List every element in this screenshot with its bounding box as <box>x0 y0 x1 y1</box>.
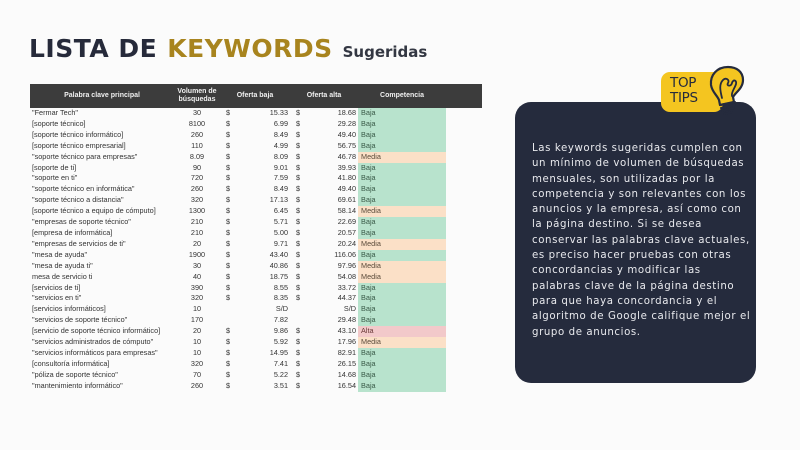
volume-cell: 170 <box>190 315 204 325</box>
spacer-cell <box>446 315 482 326</box>
keyword-cell: "servicios de soporte técnico" <box>32 315 128 325</box>
currency-cell: $ <box>296 151 301 161</box>
currency-cell <box>220 304 240 315</box>
low-bid-cell: 40.86 <box>269 260 289 270</box>
competition-cell: Baja <box>358 315 446 326</box>
spacer-cell <box>446 108 482 119</box>
table-row <box>30 141 482 152</box>
currency-cell: $ <box>226 227 231 237</box>
high-bid-cell: 20.24 <box>337 238 357 248</box>
currency-cell: $ <box>226 347 231 357</box>
table-row <box>30 293 482 304</box>
currency-cell <box>290 304 310 315</box>
volume-cell: 90 <box>192 162 202 172</box>
table-row <box>30 348 482 359</box>
currency-cell: $ <box>296 206 301 216</box>
competition-cell: Baja <box>358 130 446 141</box>
keyword-cell: "soporte técnico para empresas" <box>32 151 138 161</box>
currency-cell: $ <box>296 271 301 281</box>
volume-cell: 10 <box>192 347 202 357</box>
low-bid-cell: 7.41 <box>273 358 289 368</box>
low-bid-cell: 9.86 <box>273 326 289 336</box>
high-bid-cell: 43.10 <box>337 326 357 336</box>
currency-cell: $ <box>226 249 231 259</box>
volume-cell: 260 <box>190 380 204 390</box>
table-row <box>30 239 482 250</box>
currency-cell: $ <box>296 238 301 248</box>
table-row <box>30 108 482 119</box>
low-bid-cell: 7.59 <box>273 173 289 183</box>
volume-cell: 720 <box>190 173 204 183</box>
high-bid-cell: 26.15 <box>337 358 357 368</box>
keyword-cell: "servicios en ti" <box>32 293 82 303</box>
table-row <box>30 163 482 174</box>
competition-cell: Baja <box>358 370 446 381</box>
currency-cell: $ <box>296 369 301 379</box>
table-row <box>30 119 482 130</box>
table-row <box>30 217 482 228</box>
keyword-cell: [servicios informáticos] <box>32 304 106 314</box>
table-row <box>30 184 482 195</box>
volume-cell: 8100 <box>188 118 206 128</box>
keyword-cell: [consultoría informática] <box>32 358 110 368</box>
competition-cell: Baja <box>358 141 446 152</box>
keyword-cell: "mantenimiento informático" <box>32 380 123 390</box>
competition-cell: Baja <box>358 381 446 392</box>
spacer-cell <box>446 293 482 304</box>
spacer-cell <box>446 304 482 315</box>
low-bid-cell: 15.33 <box>269 108 289 117</box>
spacer-cell <box>446 272 482 283</box>
table-row <box>30 152 482 163</box>
keyword-cell: "póliza de soporte técnico" <box>32 369 118 379</box>
currency-cell: $ <box>296 217 301 227</box>
volume-cell: 210 <box>190 217 204 227</box>
low-bid-cell: 5.71 <box>273 217 289 227</box>
table-row <box>30 130 482 141</box>
spacer-cell <box>446 228 482 239</box>
table-row <box>30 315 482 326</box>
keyword-cell: "mesa de ayuda" <box>32 249 88 259</box>
spacer-cell <box>446 206 482 217</box>
table-row <box>30 283 482 294</box>
keyword-cell: [soporte técnico] <box>32 118 86 128</box>
low-bid-cell: 9.01 <box>273 162 289 172</box>
currency-cell: $ <box>296 118 301 128</box>
keyword-cell: "servicios administrados de cómputo" <box>32 337 154 347</box>
high-bid-cell: 20.57 <box>337 227 357 237</box>
keyword-cell: [soporte de ti] <box>32 162 77 172</box>
currency-cell: $ <box>296 282 301 292</box>
high-bid-cell: 33.72 <box>337 282 357 292</box>
volume-cell: 1900 <box>188 249 206 259</box>
currency-cell: $ <box>296 358 301 368</box>
high-bid-cell: 17.96 <box>337 337 357 347</box>
spacer-cell <box>446 119 482 130</box>
volume-cell: 10 <box>192 304 202 314</box>
high-bid-cell: 82.91 <box>337 347 357 357</box>
high-bid-cell: 54.08 <box>337 271 357 281</box>
table-row <box>30 272 482 283</box>
spacer-cell <box>446 250 482 261</box>
currency-cell: $ <box>296 140 301 150</box>
competition-cell: Baja <box>358 184 446 195</box>
currency-cell: $ <box>226 217 231 227</box>
table-row <box>30 173 482 184</box>
keyword-cell: [empresa de informática] <box>32 227 113 237</box>
high-bid-cell: 46.78 <box>337 151 357 161</box>
currency-cell: $ <box>296 108 301 117</box>
header-volume-line1: Volumen de <box>177 88 217 95</box>
currency-cell: $ <box>226 108 231 117</box>
page-title <box>29 34 427 66</box>
header-keyword: Palabra clave principal <box>30 84 174 108</box>
currency-cell: $ <box>226 195 231 205</box>
competition-cell: Baja <box>358 108 446 119</box>
low-bid-cell: 8.49 <box>273 184 289 194</box>
low-bid-cell: 14.95 <box>269 347 289 357</box>
competition-cell: Baja <box>358 173 446 184</box>
competition-cell: Baja <box>358 217 446 228</box>
currency-cell: $ <box>226 151 231 161</box>
currency-cell: $ <box>226 129 231 139</box>
keyword-cell: "soporte técnico en informática" <box>32 184 135 194</box>
competition-cell: Baja <box>358 250 446 261</box>
currency-cell: $ <box>296 195 301 205</box>
volume-cell: 40 <box>192 271 202 281</box>
spacer-cell <box>446 195 482 206</box>
keyword-cell: [soporte técnico empresarial] <box>32 140 126 150</box>
currency-cell: $ <box>226 380 231 390</box>
title-part-keywords: KEYWORDS <box>167 34 333 63</box>
high-bid-cell: 14.68 <box>337 369 357 379</box>
spacer-cell <box>446 163 482 174</box>
high-bid-cell: 69.61 <box>337 195 357 205</box>
currency-cell: $ <box>226 260 231 270</box>
low-bid-cell: 6.99 <box>273 118 289 128</box>
currency-cell: $ <box>226 206 231 216</box>
volume-cell: 20 <box>192 326 202 336</box>
table-row <box>30 326 482 337</box>
competition-cell: Media <box>358 206 446 217</box>
volume-cell: 20 <box>192 238 202 248</box>
high-bid-cell: 29.48 <box>337 315 357 325</box>
volume-cell: 1300 <box>188 206 206 216</box>
keyword-cell: [soporte técnico a equipo de cómputo] <box>32 206 156 216</box>
competition-cell: Alta <box>358 326 446 337</box>
header-competition: Competencia <box>358 84 446 108</box>
high-bid-cell: 49.40 <box>337 184 357 194</box>
table-row <box>30 228 482 239</box>
competition-cell: Baja <box>358 195 446 206</box>
competition-cell: Baja <box>358 283 446 294</box>
high-bid-cell: 41.80 <box>337 173 357 183</box>
currency-cell: $ <box>226 337 231 347</box>
spacer-cell <box>446 217 482 228</box>
low-bid-cell: 5.22 <box>273 369 289 379</box>
spacer-cell <box>446 141 482 152</box>
competition-cell: Media <box>358 261 446 272</box>
currency-cell: $ <box>226 293 231 303</box>
table-row <box>30 195 482 206</box>
low-bid-cell: 8.55 <box>273 282 289 292</box>
low-bid-cell: 8.49 <box>273 129 289 139</box>
currency-cell: $ <box>296 347 301 357</box>
competition-cell: Baja <box>358 359 446 370</box>
table-row <box>30 206 482 217</box>
keyword-cell: [soporte técnico informático] <box>32 129 124 139</box>
currency-cell: $ <box>226 184 231 194</box>
keyword-cell: "mesa de ayuda ti" <box>32 260 93 270</box>
high-bid-cell: 49.40 <box>337 129 357 139</box>
header-volume <box>174 84 220 108</box>
high-bid-cell: 97.96 <box>337 260 357 270</box>
high-bid-cell: S/D <box>343 304 357 314</box>
currency-cell: $ <box>226 369 231 379</box>
high-bid-cell: 29.28 <box>337 118 357 128</box>
low-bid-cell: 5.00 <box>273 227 289 237</box>
currency-cell: $ <box>296 227 301 237</box>
high-bid-cell: 18.68 <box>337 108 357 117</box>
badge-line-tips: TIPS <box>670 90 698 106</box>
competition-cell: Media <box>358 272 446 283</box>
volume-cell: 320 <box>190 293 204 303</box>
spacer-cell <box>446 337 482 348</box>
keyword-cell: [servicios de ti] <box>32 282 81 292</box>
keyword-cell: "empresas de servicios de ti" <box>32 238 126 248</box>
table-body <box>30 108 482 392</box>
keyword-cell: "soporte técnico a distancia" <box>32 195 124 205</box>
currency-cell: $ <box>226 282 231 292</box>
volume-cell: 30 <box>192 108 202 117</box>
high-bid-cell: 58.14 <box>337 206 357 216</box>
badge-line-top: TOP <box>670 75 697 91</box>
low-bid-cell: 43.40 <box>269 249 289 259</box>
competition-cell: Baja <box>358 228 446 239</box>
lightbulb-icon <box>700 62 756 118</box>
currency-cell: $ <box>226 140 231 150</box>
currency-cell <box>290 315 310 326</box>
spacer-cell <box>446 381 482 392</box>
low-bid-cell: 17.13 <box>269 195 289 205</box>
volume-cell: 10 <box>192 337 202 347</box>
low-bid-cell: 6.45 <box>273 206 289 216</box>
table-row <box>30 261 482 272</box>
volume-cell: 70 <box>192 369 202 379</box>
low-bid-cell: 9.71 <box>273 238 289 248</box>
low-bid-cell: 3.51 <box>273 380 289 390</box>
table-row <box>30 337 482 348</box>
header-volume-line2: búsquedas <box>178 96 216 103</box>
header-spacer <box>446 84 482 108</box>
tips-text: Las keywords sugeridas cumplen con un mínimo de volumen de búsquedas mensuales, son utilizadas por la competencia y son relevantes con los anuncios y la empresa, así como con la página destino. Si se desea conservar las palabras clave actuales, es preciso hacer pruebas con otras concordancias y modificar las palabras clave de la página destino para que haya concordancia y el algoritmo de Google califique mejor el grupo de anuncios. <box>532 143 751 338</box>
low-bid-cell: 8.35 <box>273 293 289 303</box>
spacer-cell <box>446 348 482 359</box>
currency-cell: $ <box>296 162 301 172</box>
volume-cell: 320 <box>190 358 204 368</box>
low-bid-cell: 5.92 <box>273 337 289 347</box>
header-high-bid: Oferta alta <box>290 84 358 108</box>
currency-cell: $ <box>296 293 301 303</box>
currency-cell: $ <box>296 184 301 194</box>
spacer-cell <box>446 152 482 163</box>
currency-cell: $ <box>226 238 231 248</box>
spacer-cell <box>446 239 482 250</box>
header-low-bid: Oferta baja <box>220 84 290 108</box>
competition-cell: Baja <box>358 163 446 174</box>
currency-cell: $ <box>226 173 231 183</box>
table-row <box>30 381 482 392</box>
table-row <box>30 370 482 381</box>
competition-cell: Media <box>358 152 446 163</box>
high-bid-cell: 56.75 <box>337 140 357 150</box>
spacer-cell <box>446 326 482 337</box>
keyword-cell: "Fermar Tech" <box>32 108 79 117</box>
volume-cell: 110 <box>191 140 203 150</box>
low-bid-cell: S/D <box>275 304 289 314</box>
volume-cell: 320 <box>190 195 204 205</box>
currency-cell <box>220 315 240 326</box>
keyword-cell: "soporte en ti" <box>32 173 78 183</box>
currency-cell: $ <box>296 249 301 259</box>
keywords-table <box>30 84 482 392</box>
low-bid-cell: 7.82 <box>273 315 289 325</box>
volume-cell: 8.09 <box>189 151 205 161</box>
low-bid-cell: 8.09 <box>273 151 289 161</box>
competition-cell: Media <box>358 337 446 348</box>
keyword-cell: [servicio de soporte técnico informático] <box>32 326 161 336</box>
high-bid-cell: 39.93 <box>337 162 357 172</box>
currency-cell: $ <box>296 337 301 347</box>
spacer-cell <box>446 283 482 294</box>
competition-cell: Baja <box>358 304 446 315</box>
currency-cell: $ <box>226 162 231 172</box>
currency-cell: $ <box>296 260 301 270</box>
low-bid-cell: 18.75 <box>269 271 289 281</box>
high-bid-cell: 22.69 <box>337 217 357 227</box>
high-bid-cell: 44.37 <box>337 293 357 303</box>
high-bid-cell: 16.54 <box>337 380 357 390</box>
volume-cell: 260 <box>190 129 204 139</box>
spacer-cell <box>446 370 482 381</box>
title-part-sugeridas: Sugeridas <box>342 43 428 61</box>
table-row <box>30 359 482 370</box>
volume-cell: 30 <box>192 260 202 270</box>
keyword-cell: mesa de servicio ti <box>32 271 93 281</box>
table-row <box>30 250 482 261</box>
low-bid-cell: 4.99 <box>273 140 289 150</box>
spacer-cell <box>446 359 482 370</box>
currency-cell: $ <box>226 326 231 336</box>
competition-cell: Baja <box>358 348 446 359</box>
spacer-cell <box>446 261 482 272</box>
spacer-cell <box>446 173 482 184</box>
spacer-cell <box>446 184 482 195</box>
volume-cell: 260 <box>190 184 204 194</box>
table-header-row <box>30 84 482 108</box>
spacer-cell <box>446 130 482 141</box>
currency-cell: $ <box>226 271 231 281</box>
currency-cell: $ <box>296 326 301 336</box>
keyword-cell: "servicios informáticos para empresas" <box>32 347 158 357</box>
keyword-cell: "empresas de soporte técnico" <box>32 217 131 227</box>
title-part-lista-de: LISTA DE <box>29 34 158 63</box>
currency-cell: $ <box>226 358 231 368</box>
keywords-table-container <box>30 84 482 392</box>
currency-cell: $ <box>226 118 231 128</box>
currency-cell: $ <box>296 129 301 139</box>
volume-cell: 210 <box>190 227 204 237</box>
volume-cell: 390 <box>190 282 204 292</box>
competition-cell: Baja <box>358 119 446 130</box>
high-bid-cell: 116.06 <box>334 249 357 259</box>
competition-cell: Baja <box>358 293 446 304</box>
table-row <box>30 304 482 315</box>
competition-cell: Media <box>358 239 446 250</box>
top-tips-label <box>670 76 698 106</box>
currency-cell: $ <box>296 380 301 390</box>
currency-cell: $ <box>296 173 301 183</box>
